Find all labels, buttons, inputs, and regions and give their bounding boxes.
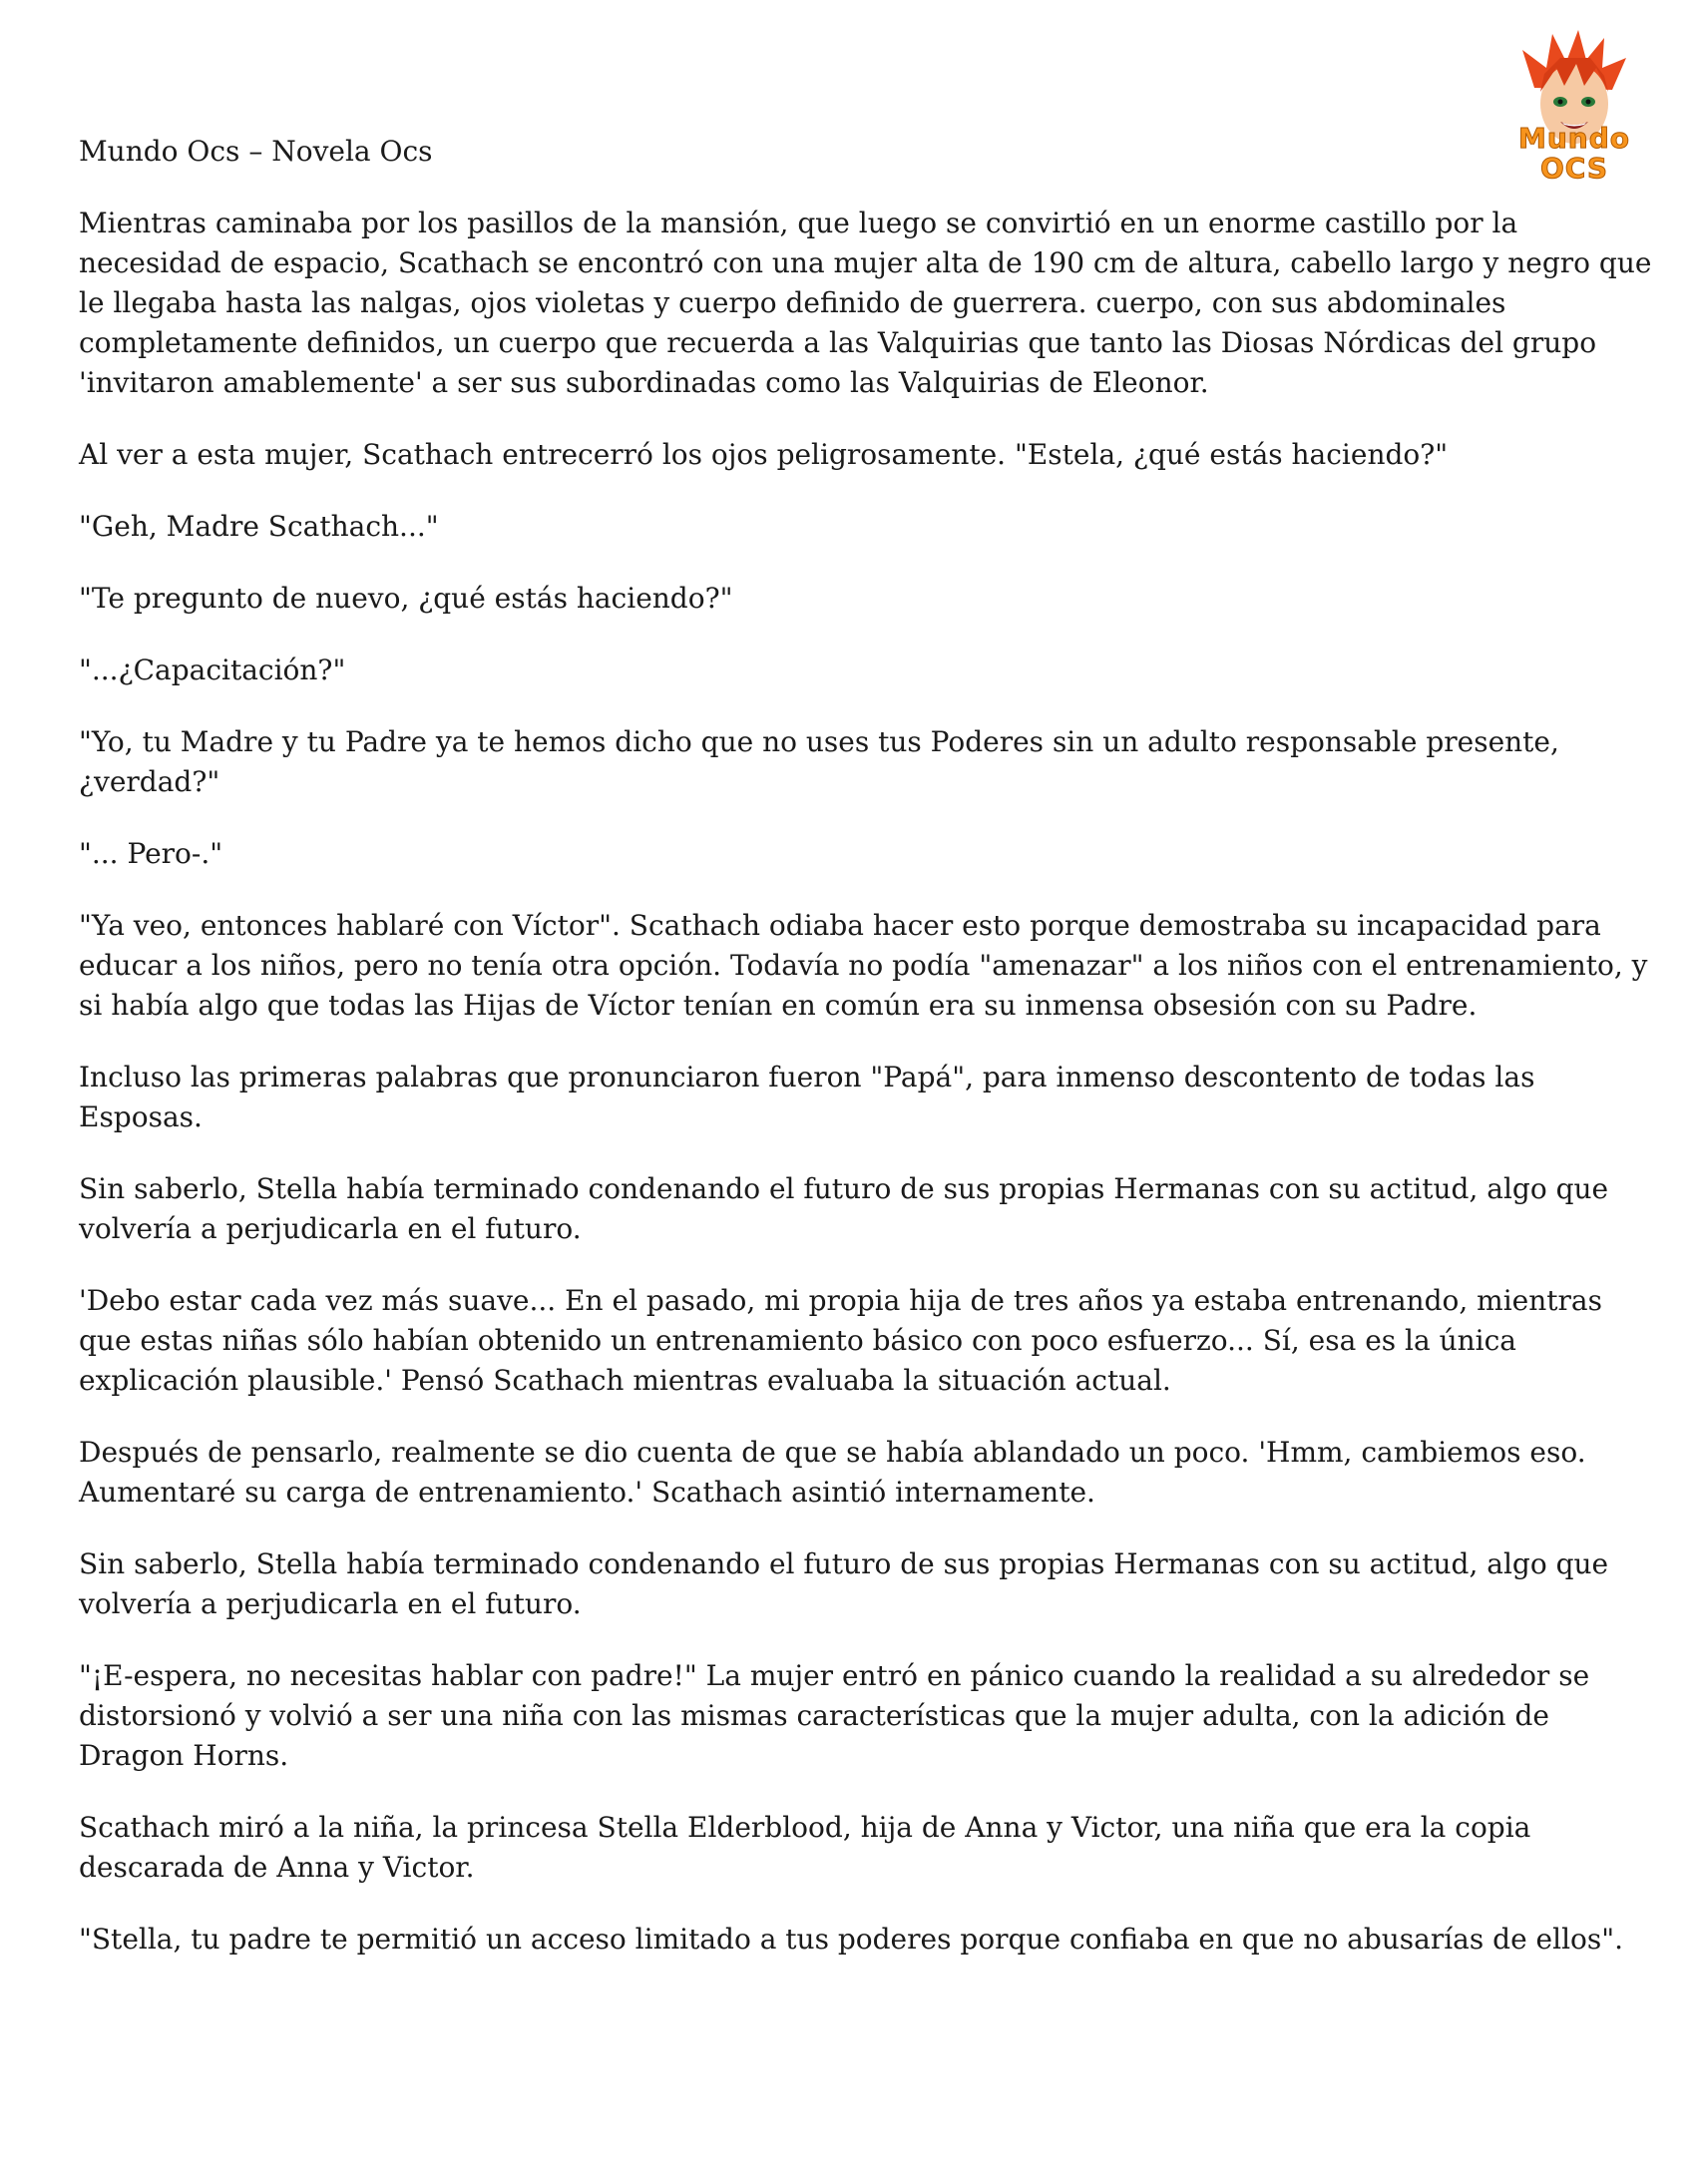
paragraph: Scathach miró a la niña, la princesa Stella Elderblood, hija de Anna y Victor, una niña que era la copia descarada de Anna y Victor.	[79, 1811, 1531, 1884]
paragraph: "...¿Capacitación?"	[79, 654, 346, 686]
paragraph: "Yo, tu Madre y tu Padre ya te hemos dicho que no uses tus Poderes sin un adulto responsable presente, ¿verdad?"	[79, 725, 1559, 798]
paragraph: Mientras caminaba por los pasillos de la mansión, que luego se convirtió en un enorme castillo por la necesidad de espacio, Scathach se encontró con una mujer alta de 190 cm de altura, cabello largo y negro que le llegaba hasta las nalgas, ojos violetas y cuerpo definido de guerrera. cuerpo, con sus abdominales completamente definidos, un cuerpo que recuerda a las Valquirias que tanto las Diosas Nórdicas del grupo 'invitaron amablemente' a ser sus subordinadas como las Valquirias de Eleonor.	[79, 207, 1652, 399]
paragraph: Después de pensarlo, realmente se dio cuenta de que se había ablandado un poco. 'Hmm, cambiemos eso. Aumentaré su carga de entrenamiento.' Scathach asintió internamente.	[79, 1436, 1586, 1509]
paragraph: 'Debo estar cada vez más suave... En el pasado, mi propia hija de tres años ya estaba entrenando, mientras que estas niñas sólo habían obtenido un entrenamiento básico con poco esfuerzo... Sí, esa es la única explicación plausible.' Pensó Scathach mientras evaluaba la situación actual.	[79, 1284, 1602, 1397]
paragraph: Incluso las primeras palabras que pronunciaron fueron "Papá", para inmenso descontento de todas las Esposas.	[79, 1061, 1535, 1133]
paragraph: Sin saberlo, Stella había terminado condenando el futuro de sus propias Hermanas con su actitud, algo que volvería a perjudicarla en el futuro.	[79, 1172, 1609, 1245]
page-header: Mundo Ocs – Novela Ocs	[79, 135, 433, 168]
document-body	[79, 132, 1655, 1991]
paragraph: "Te pregunto de nuevo, ¿qué estás haciendo?"	[79, 582, 733, 615]
paragraph: Al ver a esta mujer, Scathach entrecerró los ojos peligrosamente. "Estela, ¿qué estás haciendo?"	[79, 438, 1449, 471]
paragraph: "Stella, tu padre te permitió un acceso limitado a tus poderes porque confiaba en que no abusarías de ellos".	[79, 1923, 1624, 1956]
paragraph: "¡E-espera, no necesitas hablar con padre!" La mujer entró en pánico cuando la realidad a su alrededor se distorsionó y volvió a ser una niña con las mismas características que la mujer adulta, con la adición de Dragon Horns.	[79, 1659, 1590, 1772]
paragraph: "... Pero-."	[79, 837, 223, 870]
paragraph: "Geh, Madre Scathach..."	[79, 510, 439, 543]
paragraph: Sin saberlo, Stella había terminado condenando el futuro de sus propias Hermanas con su actitud, algo que volvería a perjudicarla en el futuro.	[79, 1547, 1609, 1620]
paragraph: "Ya veo, entonces hablaré con Víctor". Scathach odiaba hacer esto porque demostraba su incapacidad para educar a los niños, pero no tenía otra opción. Todavía no podía "amenazar" a los niños con el entrenamiento, y si había algo que todas las Hijas de Víctor tenían en común era su inmensa obsesión con su Padre.	[79, 909, 1648, 1022]
logo-text: Mundo OCS	[1517, 122, 1630, 185]
